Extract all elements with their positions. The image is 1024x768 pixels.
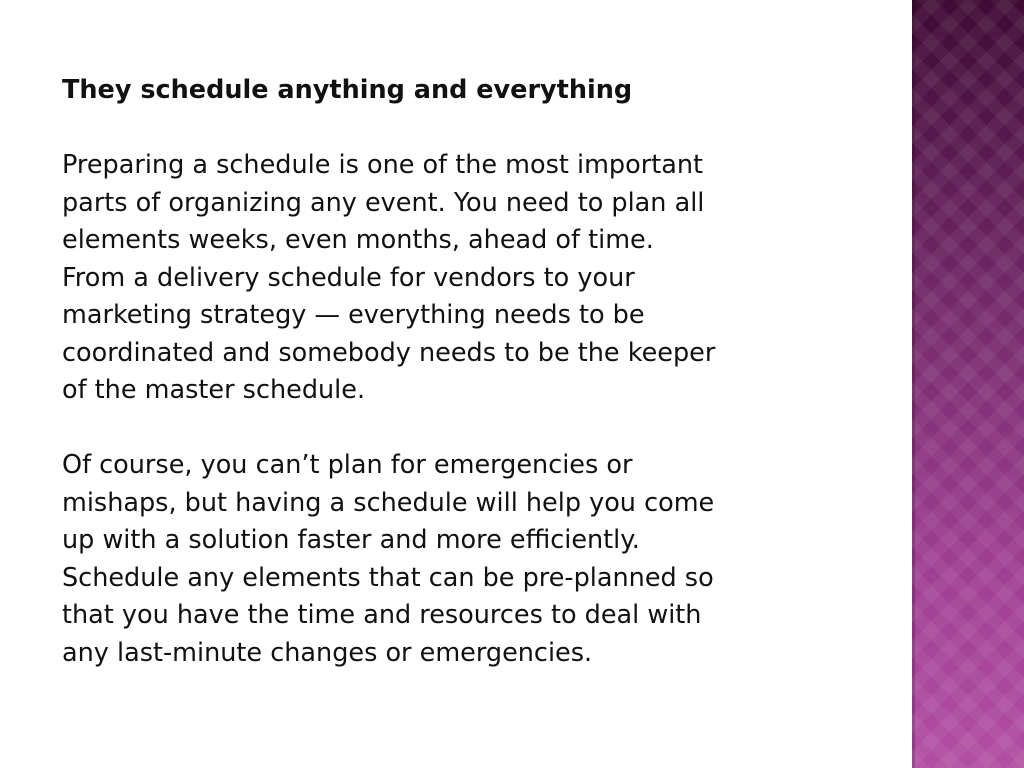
- decorative-side-band: [912, 0, 1024, 768]
- paragraph-1-line: parts of organizing any event. You need to plan all: [62, 187, 705, 218]
- paragraph-1-line: elements weeks, even months, ahead of time.: [62, 225, 654, 255]
- slide-body: [62, 72, 862, 672]
- paragraph-2-line: up with a solution faster and more efficiently.: [62, 525, 640, 555]
- paragraph-1-line: of the master schedule.: [62, 375, 366, 405]
- paragraph-2-line: any last-minute changes or emergencies.: [62, 637, 593, 668]
- paragraph-2-line: that you have the time and resources to deal with: [62, 600, 702, 630]
- paragraph-2-line: Schedule any elements that can be pre-planned so: [62, 562, 714, 593]
- paragraph-2: [62, 447, 862, 672]
- paragraph-1-line: marketing strategy — everything needs to be: [62, 300, 645, 330]
- paragraph-1-line: Preparing a schedule is one of the most important: [62, 150, 703, 180]
- paragraph-2-line: mishaps, but having a schedule will help you come: [62, 487, 715, 518]
- paragraph-1-line: From a delivery schedule for vendors to your: [62, 262, 635, 293]
- paragraph-1-line: coordinated and somebody needs to be the keeper: [62, 337, 716, 368]
- paragraph-2-line: Of course, you can’t plan for emergencies or: [62, 450, 633, 480]
- slide-heading: They schedule anything and everything: [62, 75, 633, 105]
- paragraph-1: [62, 147, 862, 410]
